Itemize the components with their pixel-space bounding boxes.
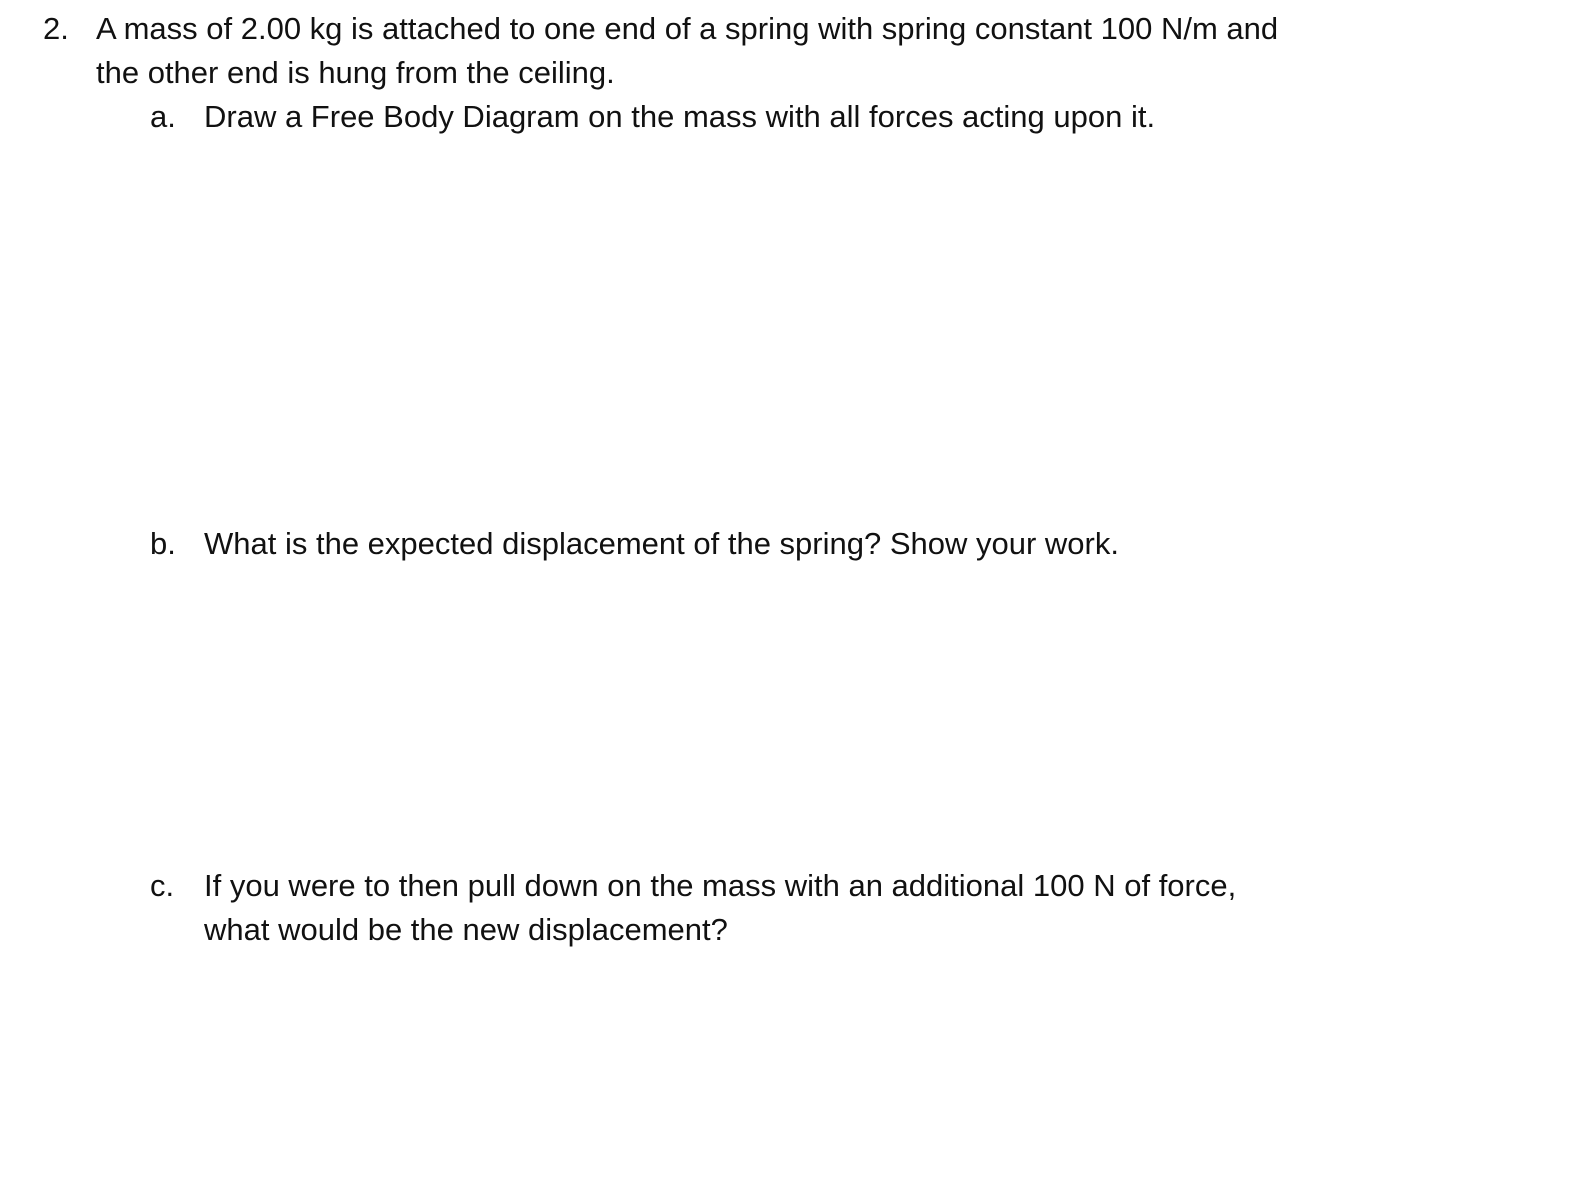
part-a-marker: a. — [150, 99, 176, 134]
question-number: 2. — [43, 11, 69, 46]
question-text-line-2: the other end is hung from the ceiling. — [96, 55, 615, 90]
part-c-marker: c. — [150, 868, 175, 903]
part-c-text-line-2: what would be the new displacement? — [204, 912, 728, 947]
part-c-text-line-1: If you were to then pull down on the mass with an additional 100 N of force, — [204, 868, 1237, 903]
part-a-text: Draw a Free Body Diagram on the mass with all forces acting upon it. — [204, 99, 1156, 134]
part-b-text: What is the expected displacement of the spring? Show your work. — [204, 526, 1119, 561]
question-text-line-1: A mass of 2.00 kg is attached to one end of a spring with spring constant 100 N/m and — [96, 11, 1279, 46]
part-b-marker: b. — [150, 526, 176, 561]
